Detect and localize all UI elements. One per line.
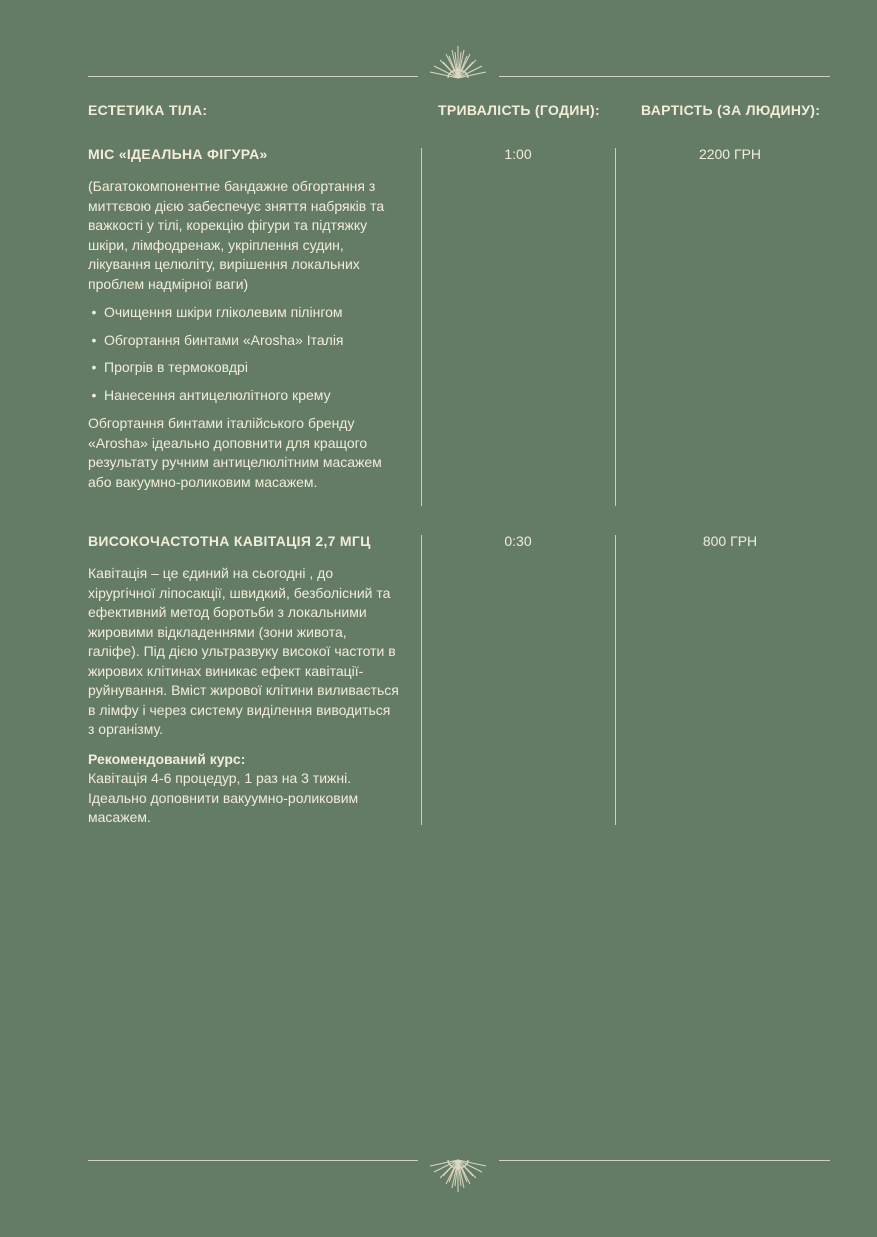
list-item: • Нанесення антицелюлітного крему bbox=[88, 385, 344, 413]
procedure-steps-list bbox=[88, 302, 344, 412]
column-divider bbox=[421, 148, 422, 506]
column-divider bbox=[421, 535, 422, 825]
header-price: ВАРТІСТЬ (ЗА ЛЮДИНУ): bbox=[641, 102, 821, 118]
service-duration: 1:00 bbox=[504, 146, 532, 162]
service-duration: 0:30 bbox=[504, 533, 532, 549]
service-description: (Багатокомпонентне бандажне обгортання з миттєвою дією забеспечує зняття набряків та важкості у тілі, корекцію фігури та підтяжку шкіри, лімфодренаж, укріплення судин, лікування целюліту, вирішення локальних проблем надмірної ваги) bbox=[88, 178, 385, 292]
top-divider-left bbox=[88, 76, 418, 77]
service-price: 2200 ГРН bbox=[698, 146, 762, 162]
service-description: Кавітація – це єдиний на сьогодні , до хірургічної ліпосакції, швидкий, безболісний та ефективний метод боротьби з локальними жировими відкладеннями (зони живота, галіфе). Під дією ультразвуку високої частоти в жирових клітинах виникає ефект кавітації-руйнування. Вміст жирової клітини виливається в лімфу і через систему виділення виводиться з організму. bbox=[88, 565, 399, 737]
service-price: 800 ГРН bbox=[702, 533, 758, 549]
service-title: ВИСОКОЧАСТОТНА КАВІТАЦІЯ 2,7 МГЦ bbox=[88, 533, 371, 549]
bottom-divider-left bbox=[88, 1160, 418, 1161]
sunburst-icon bbox=[426, 44, 490, 80]
service-note: Обгортання бинтами італійського бренду «Arosha» ідеально доповнити для кращого результату ручним антицелюлітним масажем або вакуумно-роликовим масажем. bbox=[88, 415, 382, 490]
list-item: • Обгортання бинтами «Arosha» Італія bbox=[88, 330, 344, 358]
list-item: • Очищення шкіри гліколевим пілінгом bbox=[88, 302, 344, 330]
column-divider bbox=[615, 148, 616, 506]
sunburst-icon bbox=[426, 1158, 490, 1194]
column-divider bbox=[615, 535, 616, 825]
list-item: • Прогрів в термоковдрі bbox=[88, 357, 344, 385]
header-duration: ТРИВАЛІСТЬ (ГОДИН): bbox=[438, 102, 600, 118]
header-category: ЕСТЕТИКА ТІЛА: bbox=[88, 102, 208, 118]
course-label: Рекомендований курс: bbox=[88, 751, 246, 767]
bottom-divider-right bbox=[499, 1160, 830, 1161]
service-title: МІС «ІДЕАЛЬНА ФІГУРА» bbox=[88, 146, 268, 162]
course-text: Кавітація 4-6 процедур, 1 раз на 3 тижні. Ідеально доповнити вакуумно-роликовим масажем. bbox=[88, 770, 359, 825]
top-divider-right bbox=[499, 76, 830, 77]
